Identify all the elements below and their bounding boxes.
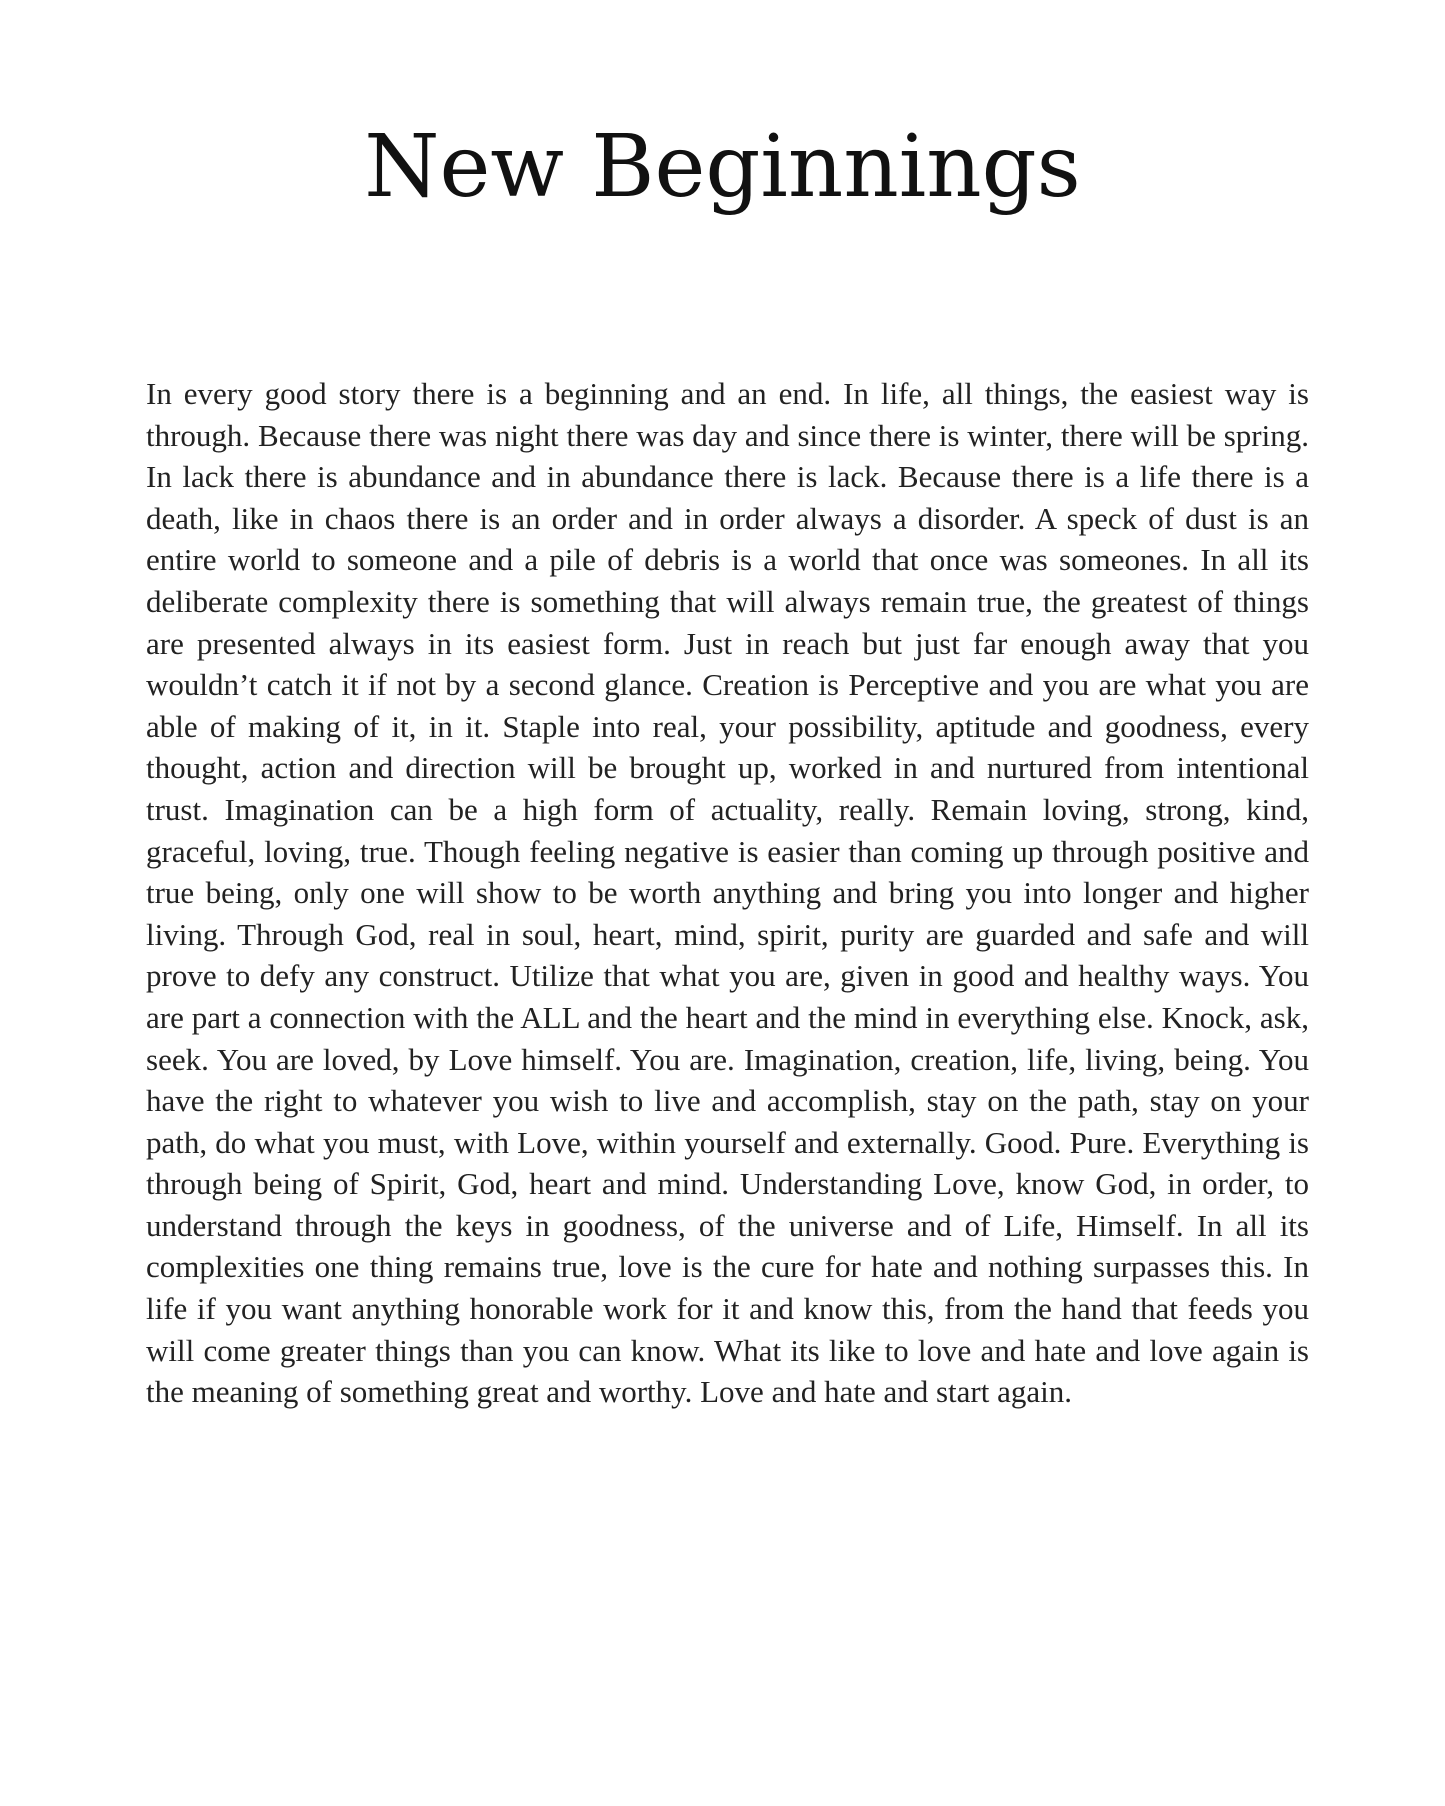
document-title: New Beginnings [364, 117, 1081, 217]
document-body-paragraph: In every good story there is a beginning and an end. In life, all things, the easiest way is through. Because there was night there was day and since there is winter, there will be spring. In lack there is abundance and in abundance there is lack. Because there is a life there is a death, like in chaos there is an order and in order always a disorder. A speck of dust is an entire world to someone and a pile of debris is a world that once was someones. In all its deliberate complexity there is something that will always remain true, the greatest of things are presented always in its easiest form. Just in reach but just far enough away that you wouldn’t catch it if not by a second glance. Creation is Perceptive and you are what you are able of making of it, in it. Staple into real, your possibility, aptitude and goodness, every thought, action and direction will be brought up, worked in and nurtured from intentional trust. Imagination can be a high form of actuality, really. Remain loving, strong, kind, graceful, loving, true. Though feeling negative is easier than coming up through positive and true being, only one will show to be worth anything and bring you into longer and higher living. Through God, real in soul, heart, mind, spirit, purity are guarded and safe and will prove to defy any construct. Utilize that what you are, given in good and healthy ways. You are part a connection with the ALL and the heart and the mind in everything else. Knock, ask, seek. You are loved, by Love himself. You are. Imagination, creation, life, living, being. You have the right to whatever you wish to live and accomplish, stay on the path, stay on your path, do what you must, with Love, within yourself and externally. Good. Pure. Everything is through being of Spirit, God, heart and mind. Understanding Love, know God, in order, to understand through the keys in goodness, of the universe and of Life, Himself. In all its complexities one thing remains true, love is the cure for hate and nothing surpasses this. In life if you want anything honorable work for it and know this, from the hand that feeds you will come greater things than you can know. What its like to love and hate and love again is the meaning of something great and worthy. Love and hate and start again. [146, 376, 1309, 1410]
